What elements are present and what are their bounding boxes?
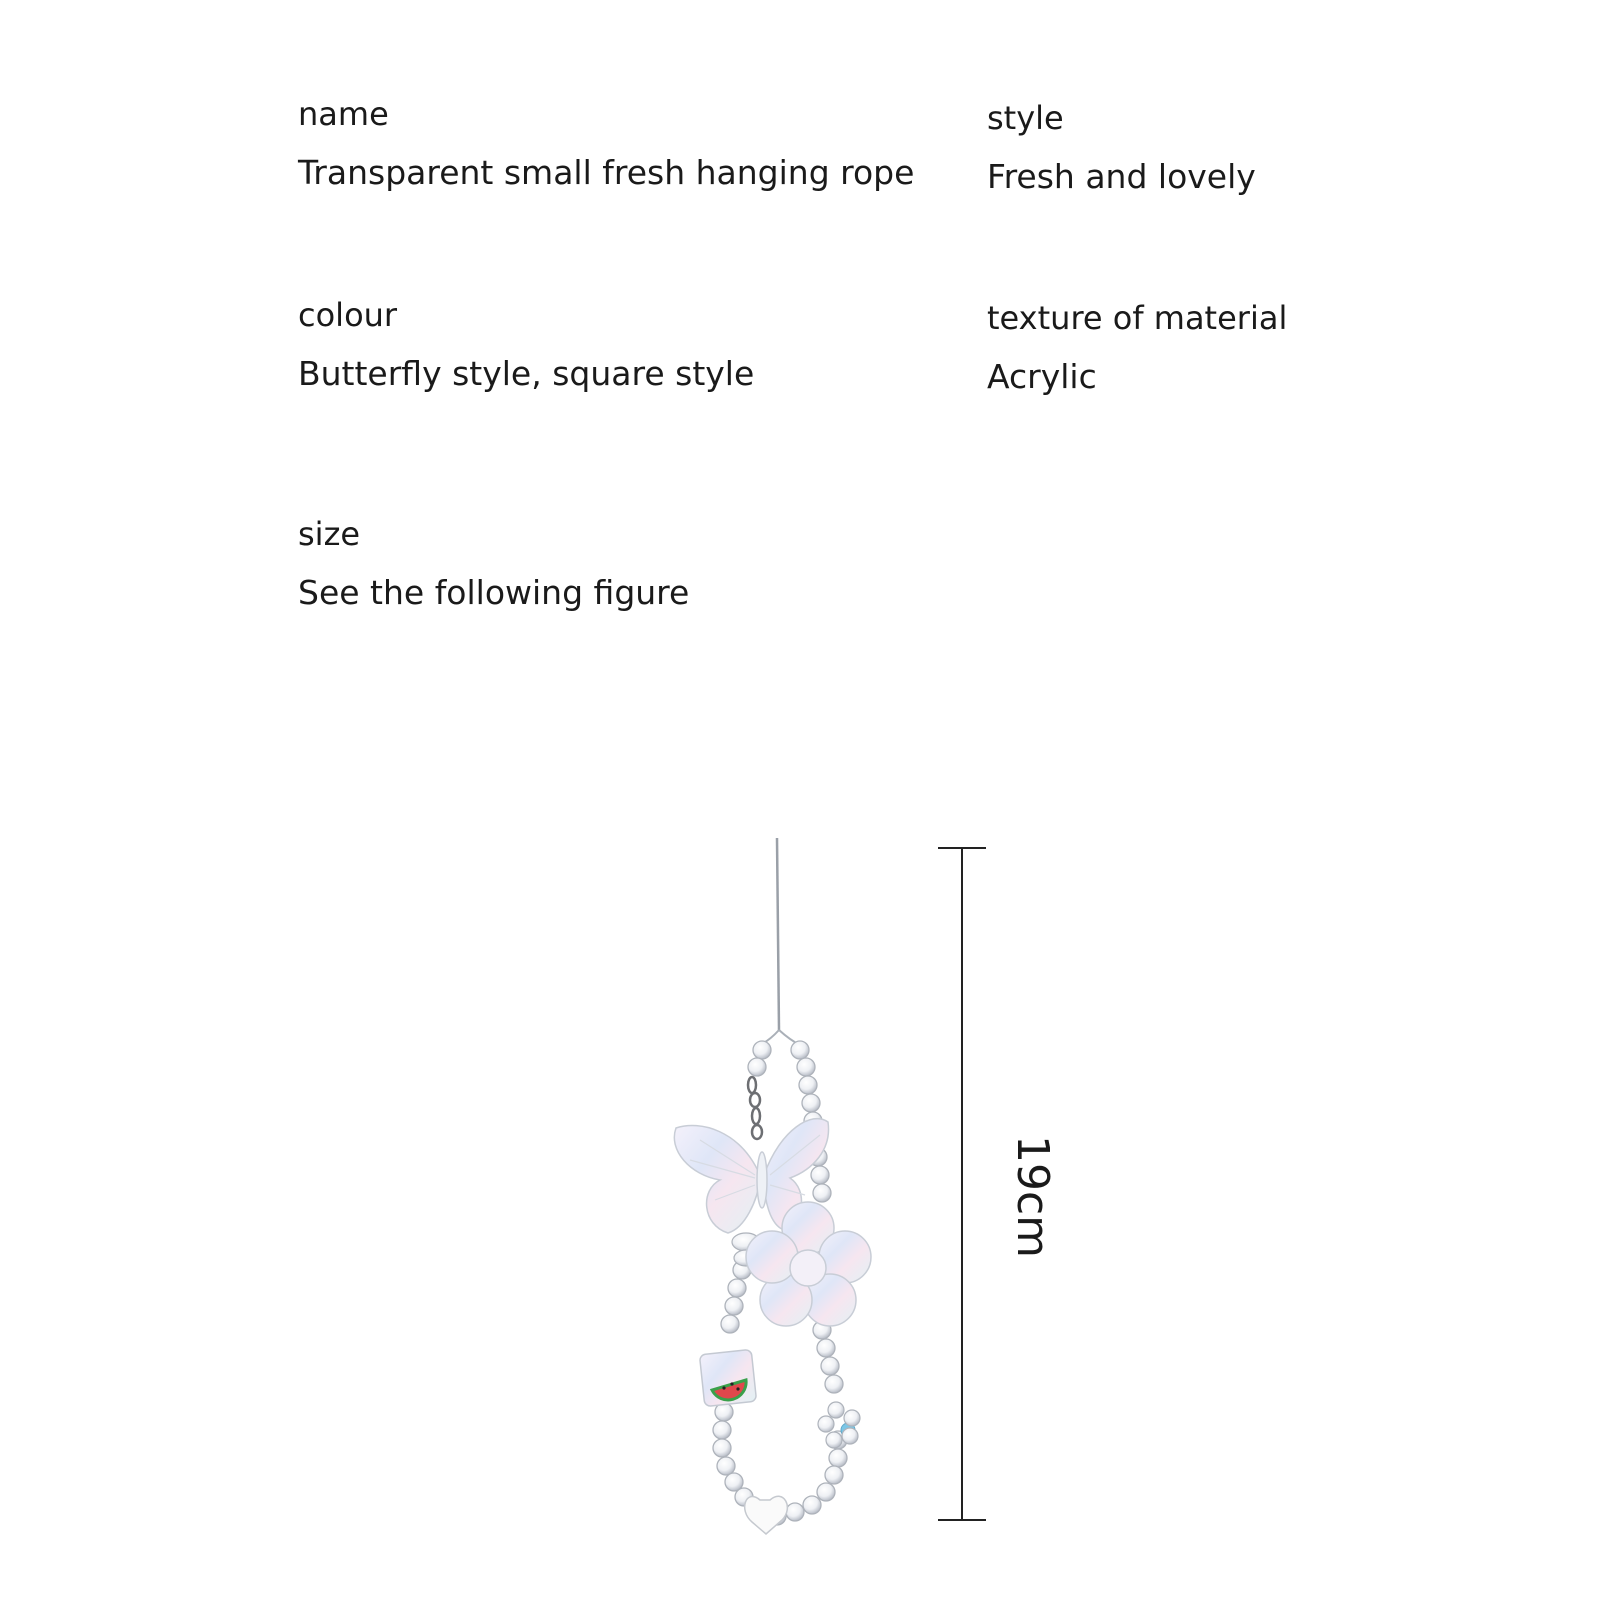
spec-texture xyxy=(987,298,1287,397)
dimension-line xyxy=(938,848,986,1520)
cube-charm xyxy=(699,1349,756,1406)
spec-size xyxy=(298,514,689,613)
spec-texture-value: Acrylic xyxy=(987,357,1097,396)
spec-size-value: See the following figure xyxy=(298,573,690,612)
spec-texture-label: texture of material xyxy=(987,299,1288,337)
strap-cord xyxy=(760,838,800,1045)
heart-bead xyxy=(745,1496,788,1534)
small-flower-bead xyxy=(818,1402,860,1448)
spec-colour-label: colour xyxy=(298,296,398,334)
spec-colour xyxy=(298,295,754,394)
spec-style-label: style xyxy=(987,99,1064,137)
spec-colour-value: Butterfly style, square style xyxy=(298,354,755,393)
spec-size-label: size xyxy=(298,515,361,553)
metal-chain xyxy=(748,1077,762,1139)
product-strap-illustration xyxy=(0,800,1600,1540)
spec-name xyxy=(298,94,914,193)
spec-style-value: Fresh and lovely xyxy=(987,157,1256,196)
spec-style xyxy=(987,98,1256,197)
spec-name-label: name xyxy=(298,95,389,133)
flower-charm xyxy=(746,1202,871,1326)
dimension-label: 19cm xyxy=(1007,1135,1058,1259)
spec-name-value: Transparent small fresh hanging rope xyxy=(298,153,915,192)
